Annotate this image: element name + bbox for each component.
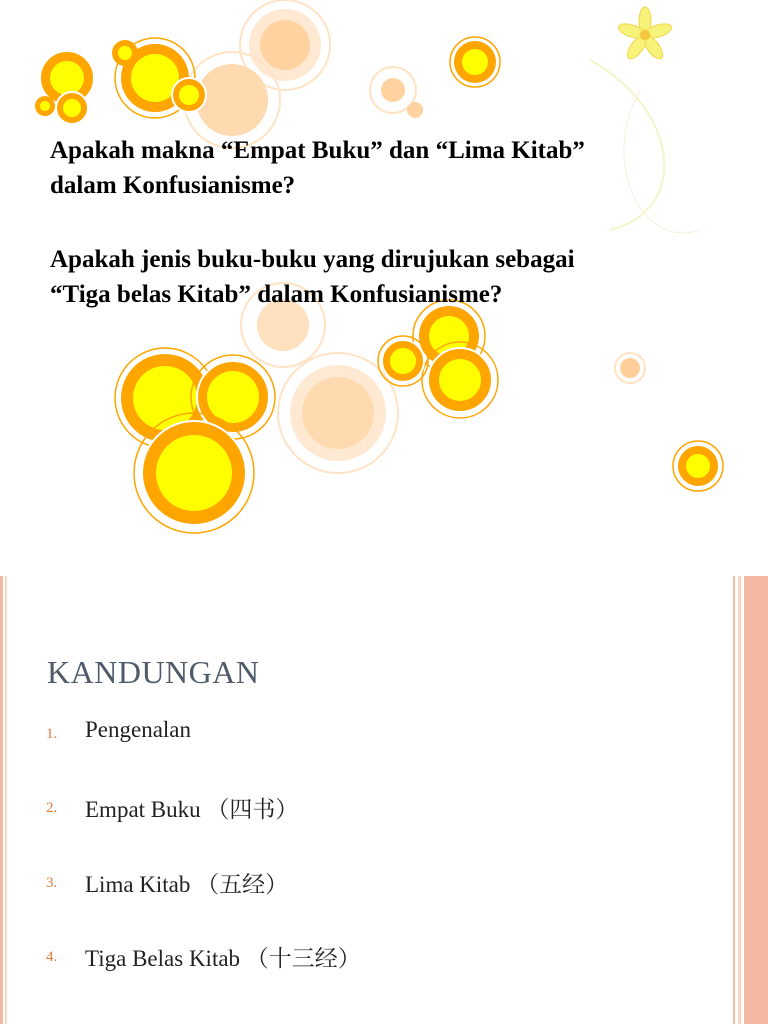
list-number: 3. [46, 875, 58, 891]
list-item [0, 717, 700, 751]
list-label: Empat Buku （四书） [85, 797, 299, 822]
list-item [0, 866, 700, 900]
list-label: Lima Kitab （五经） [85, 872, 289, 897]
right-border-stripe-mid [738, 576, 741, 1024]
question-2: Apakah jenis buku-buku yang dirujukan sebagai “Tiga belas Kitab” dalam Konfusianisme? [50, 246, 575, 308]
list-item [0, 940, 700, 974]
list-number: 4. [46, 949, 58, 965]
list-item [0, 791, 700, 825]
flower-icon [617, 7, 673, 62]
slide-title: KANDUNGAN [47, 654, 260, 690]
list-number: 2. [46, 800, 58, 816]
list-label: Tiga Belas Kitab （十三经） [85, 946, 361, 971]
question-1: Apakah makna “Empat Buku” dan “Lima Kitab” dalam Konfusianisme? [50, 137, 585, 199]
list-label: Pengenalan [85, 717, 192, 742]
slide-2 [0, 576, 768, 1024]
list-number: 1. [46, 726, 58, 742]
right-border-stripe-wide [744, 576, 768, 1024]
right-border-stripe-thin [733, 576, 735, 1024]
slide-separator [0, 560, 768, 576]
